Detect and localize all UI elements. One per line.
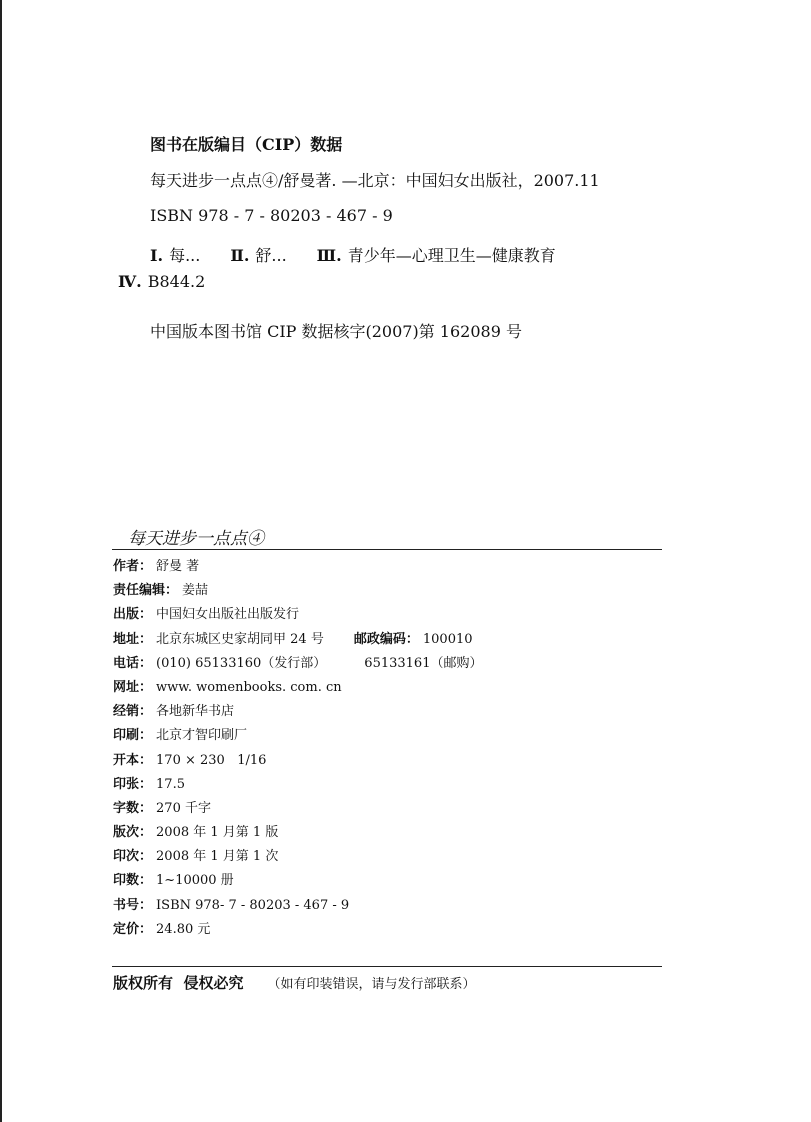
info-row-distributor: 经销： 各地新华书店 [113, 704, 235, 720]
info-label: 开本 [113, 752, 140, 768]
info-value: ISBN 978- 7 - 80203 - 467 - 9 [156, 897, 350, 913]
info-label: 出版 [113, 607, 140, 623]
cip-class-1-roman: Ⅰ. [150, 246, 164, 265]
top-rule [112, 549, 662, 550]
info-value: (010) 65133160（发行部） [156, 655, 327, 671]
info-label: 字数 [113, 800, 140, 816]
copyright-note: （如有印装错误，请与发行部联系） [267, 977, 476, 992]
cip-class-4-roman: Ⅳ. [118, 272, 142, 291]
cip-class-4-text: B844.2 [147, 272, 206, 291]
cip-description: 每天进步一点点④/舒曼著. —北京：中国妇女出版社，2007.11 [150, 171, 600, 190]
info-label: 版次 [113, 825, 140, 841]
book-title: 每天进步一点点④ [128, 529, 264, 549]
info-label: 电话 [113, 655, 140, 671]
cip-class-2-text: 舒... [255, 246, 287, 265]
info-row-book-number: 书号： ISBN 978- 7 - 80203 - 467 - 9 [113, 897, 350, 913]
info-row-sheets: 印张： 17.5 [113, 776, 185, 792]
info-value: 1~10000 册 [156, 873, 234, 889]
cip-classification-line [150, 243, 556, 266]
info-row-impression: 印次： 2008 年 1 月第 1 次 [113, 849, 279, 865]
info-label: 印次 [113, 849, 140, 865]
info-value: 270 千字 [156, 800, 211, 816]
info-row-edition: 版次： 2008 年 1 月第 1 版 [113, 825, 279, 841]
info-label: 印张 [113, 776, 140, 792]
info-value: 24.80 元 [156, 921, 211, 937]
cip-title: 图书在版编目（CIP）数据 [150, 135, 343, 154]
info-value: 姜喆 [182, 583, 209, 599]
info-value: 2008 年 1 月第 1 版 [156, 825, 279, 841]
info-label: 地址 [113, 631, 140, 647]
postcode-value: 100010 [422, 631, 473, 647]
info-value: 各地新华书店 [156, 704, 235, 720]
cip-class-3-roman: Ⅲ. [316, 246, 342, 265]
info-value: 中国妇女出版社出版发行 [156, 607, 300, 623]
info-label: 定价 [113, 921, 140, 937]
bottom-rule [112, 966, 662, 967]
info-value-secondary: 65133161（邮购） [364, 655, 483, 671]
info-label: 经销 [113, 704, 140, 720]
info-row-format: 开本： 170 × 230 1/16 [113, 752, 267, 768]
cip-class-1-text: 每... [169, 246, 201, 265]
info-row-words: 字数： 270 千字 [113, 800, 211, 816]
info-value: 舒曼 著 [156, 559, 200, 574]
info-label: 作者 [113, 559, 140, 574]
copyright-line [113, 972, 475, 993]
copyright-statement: 版权所有 侵权必究 [113, 974, 244, 992]
info-label: 责任编辑 [113, 583, 166, 599]
info-label: 印刷 [113, 728, 140, 744]
cip-class-3-text: 青少年—心理卫生—健康教育 [347, 246, 556, 265]
cip-record-number: 中国版本图书馆 CIP 数据核字(2007)第 162089 号 [150, 322, 522, 341]
publication-info [113, 555, 673, 942]
cip-isbn: ISBN 978 - 7 - 80203 - 467 - 9 [150, 206, 393, 225]
info-label: 书号 [113, 897, 140, 913]
info-value: 170 × 230 1/16 [156, 752, 267, 768]
info-row-price: 定价： 24.80 元 [113, 921, 211, 937]
info-row-printer: 印刷： 北京才智印刷厂 [113, 728, 248, 744]
postcode-label: 邮政编码 [353, 631, 406, 647]
cip-class-2-roman: Ⅱ. [230, 246, 250, 265]
info-row-address: 地址： 北京东城区史家胡同甲 24 号 邮政编码： 100010 [113, 631, 473, 647]
info-value: 17.5 [156, 776, 185, 792]
info-label: 网址 [113, 679, 140, 695]
info-row-website: 网址： www. womenbooks. com. cn [113, 679, 342, 695]
info-row-print-run: 印数： 1~10000 册 [113, 873, 234, 889]
info-value: 2008 年 1 月第 1 次 [156, 849, 279, 865]
info-value: www. womenbooks. com. cn [156, 679, 342, 695]
info-label: 印数 [113, 873, 140, 889]
info-row-publisher: 出版： 中国妇女出版社出版发行 [113, 607, 300, 623]
info-value: 北京东城区史家胡同甲 24 号 [156, 631, 324, 647]
cip-classification-4 [118, 272, 205, 291]
info-value: 北京才智印刷厂 [156, 728, 248, 744]
page-left-edge [0, 0, 2, 1122]
info-row-phone: 电话： (010) 65133160（发行部） 65133161（邮购） [113, 652, 673, 676]
info-row-author: 作者： 舒曼 著 [113, 559, 200, 574]
info-row-editor: 责任编辑： 姜喆 [113, 583, 209, 599]
